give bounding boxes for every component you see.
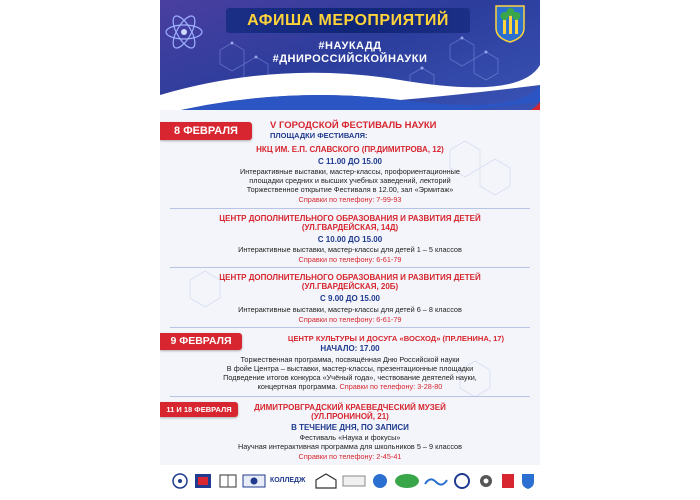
venue-local-history-museum: ДИМИТРОВГРАДСКИЙ КРАЕВЕДЧЕСКИЙ МУЗЕЙ <box>254 403 446 412</box>
partner-logo-oval-icon <box>394 472 420 490</box>
venue1-phone: Справки по телефону: 7-99-93 <box>298 195 402 204</box>
platforms-label: ПЛОЩАДКИ ФЕСТИВАЛЯ: <box>270 131 368 140</box>
partner-logo-gear-icon <box>476 472 496 490</box>
partner-logo-ring-icon <box>452 472 472 490</box>
venue2-time: С 10.00 ДО 15.00 <box>317 235 383 244</box>
venue-children-center-14d: ЦЕНТР ДОПОЛНИТЕЛЬНОГО ОБРАЗОВАНИЯ И РАЗВИТИЯ ДЕТЕЙ <box>219 214 481 223</box>
partner-logo-circle-icon <box>370 472 390 490</box>
venue1-desc-line2: площадки средних и высших учебных заведений, лекторий <box>249 176 451 185</box>
venue3-time: С 9.00 ДО 15.00 <box>320 294 380 303</box>
separator <box>170 396 530 397</box>
partner-logo-emblem-icon <box>242 472 266 490</box>
festival-title: V ГОРОДСКОЙ ФЕСТИВАЛЬ НАУКИ <box>270 120 437 131</box>
date-badge-feb-9: 9 ФЕВРАЛЯ <box>160 333 242 350</box>
day3-address: (УЛ.ПРОНИНОЙ, 21) <box>311 412 389 421</box>
separator <box>170 327 530 328</box>
city-coat-of-arms-icon <box>494 4 526 44</box>
hashtag-science-dd: #НАУКАДД <box>318 40 382 52</box>
venue-children-center-20b: ЦЕНТР ДОПОЛНИТЕЛЬНОГО ОБРАЗОВАНИЯ И РАЗВИТИЯ ДЕТЕЙ <box>219 273 481 282</box>
venue3-address: (УЛ.ГВАРДЕЙСКАЯ, 20Б) <box>301 282 399 291</box>
event-poster <box>160 0 540 500</box>
poster-title: АФИША МЕРОПРИЯТИЙ <box>226 8 470 33</box>
venue3-desc: Интерактивные выставки, мастер-классы для детей 6 – 8 классов <box>238 305 462 314</box>
venue1-desc-line3: Торжественное открытие Фестиваля в 12.00, зал «Эрмитаж» <box>246 185 454 194</box>
venue1-desc-line1: Интерактивные выставки, мастер-классы, профориентационные <box>240 167 460 176</box>
partner-logo-square-icon <box>500 472 516 490</box>
day2-time: НАЧАЛО: 17.00 <box>320 344 380 353</box>
hashtag-russian-science-days: #ДНИРОССИЙСКОЙНАУКИ <box>272 53 428 65</box>
partner-logo-book-icon <box>218 472 238 490</box>
separator <box>170 208 530 209</box>
partner-logo-building-icon <box>314 472 338 490</box>
day2-desc-line3: Подведение итогов конкурса «Учёный года», чествование деятелей науки, <box>223 373 477 382</box>
partner-logo-shield-icon <box>193 472 213 490</box>
partner-logo-text-icon <box>342 472 366 490</box>
day3-time: В ТЕЧЕНИЕ ДНЯ, ПО ЗАПИСИ <box>291 423 409 432</box>
day2-desc-line4-and-phone <box>160 382 540 391</box>
partner-logo-atom-icon <box>172 472 188 490</box>
venue-nkc-slavsky: НКЦ ИМ. Е.П. СЛАВСКОГО (ПР.ДИМИТРОВА, 12) <box>256 145 444 154</box>
day3-desc-line2: Научная интерактивная программа для школьников 5 – 9 классов <box>238 442 462 451</box>
separator <box>170 267 530 268</box>
partner-logo-shield2-icon <box>520 472 536 490</box>
venue3-phone: Справки по телефону: 6-61-79 <box>298 315 402 324</box>
day2-desc-line1: Торжественная программа, посвящённая Дню Российской науки <box>240 355 460 364</box>
day2-desc-line2: В фойе Центра – выставки, мастер-классы, презентационные площадки <box>226 364 474 373</box>
venue2-phone: Справки по телефону: 6-61-79 <box>298 255 402 264</box>
venue2-desc: Интерактивные выставки, мастер-классы для детей 1 – 5 классов <box>238 245 462 254</box>
date-badge-feb-8: 8 ФЕВРАЛЯ <box>160 122 252 140</box>
date-badge-feb-11-18: 11 И 18 ФЕВРАЛЯ <box>160 402 238 417</box>
day2-desc-line4: концертная программа. <box>257 382 338 391</box>
venue-voskhod: ЦЕНТР КУЛЬТУРЫ И ДОСУГА «ВОСХОД» (ПР.ЛЕНИНА, 17) <box>287 334 505 343</box>
venue1-time: С 11.00 ДО 15.00 <box>318 157 382 166</box>
day2-phone: Справки по телефону: 3-28-80 <box>339 382 443 391</box>
partner-logo-wave-icon <box>424 472 448 490</box>
venue2-address: (УЛ.ГВАРДЕЙСКАЯ, 14Д) <box>301 223 399 232</box>
day3-desc-line1: Фестиваль «Наука и фокусы» <box>299 433 401 442</box>
partner-logo-college: КОЛЛЕДЖ <box>270 477 306 484</box>
day3-phone: Справки по телефону: 2-45-41 <box>298 452 402 461</box>
